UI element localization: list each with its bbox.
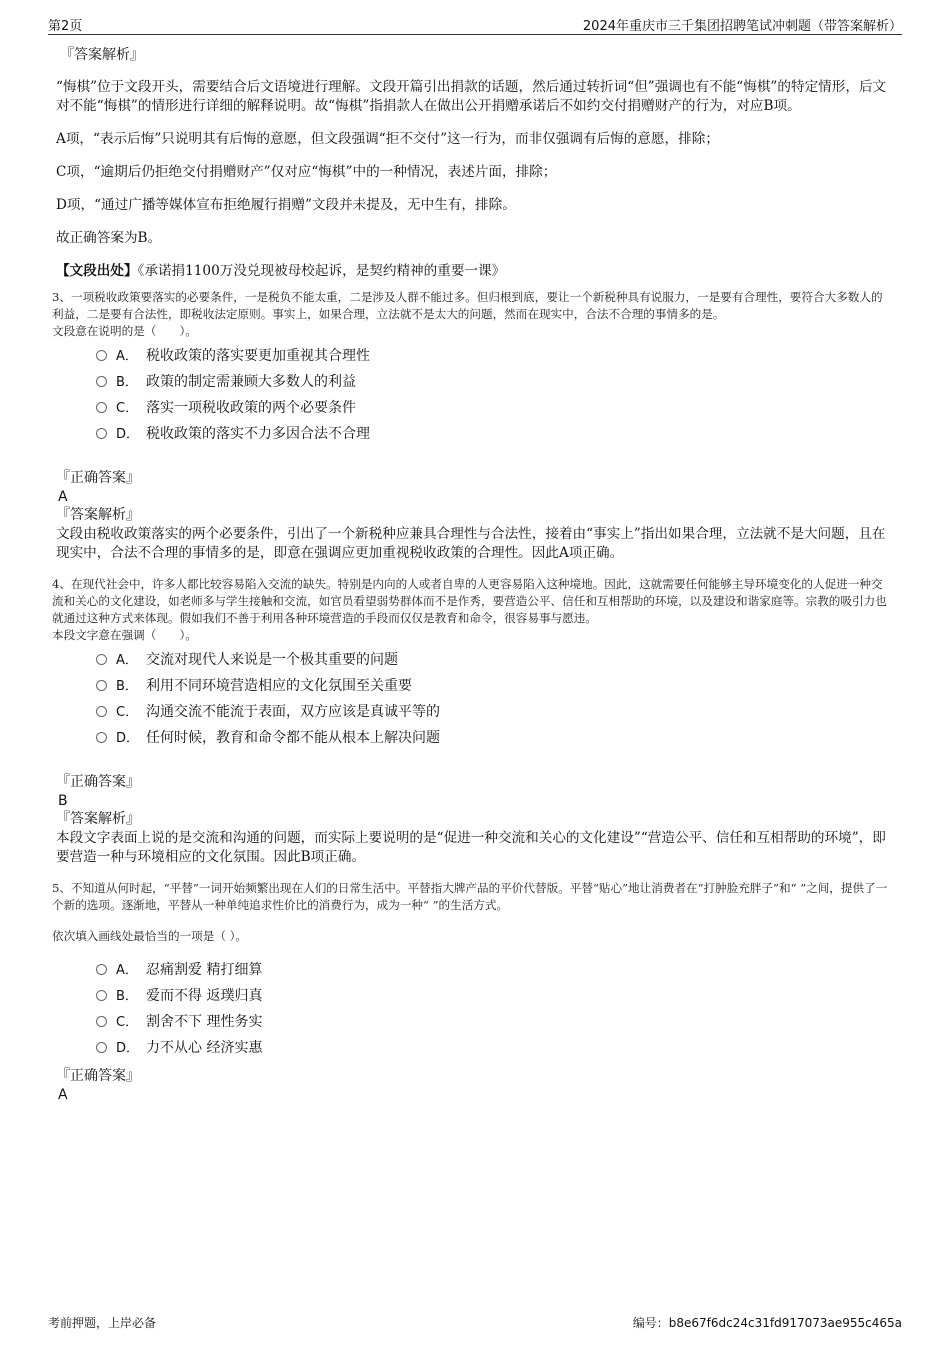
option-list xyxy=(96,343,892,447)
question-3 xyxy=(52,289,892,563)
correct-answer-label: 『正确答案』 xyxy=(56,1068,140,1084)
analysis-paragraph: “悔棋”位于文段开头，需要结合后文语境进行理解。文段开篇引出捐款的话题，然后通过转折词“但”强调也有不能“悔棋”的特定情形，后文对不能“悔棋”的情形进行详细的解释说明。故“悔棋”指捐款人在做出公开捐赠承诺后不如约交付捐赠财产的行为，对应B项。 xyxy=(56,79,887,114)
passage-source xyxy=(56,262,892,281)
source-label: 【文段出处】 xyxy=(56,263,138,279)
option-list xyxy=(96,957,892,1061)
question-text: 4、在现代社会中，许多人都比较容易陷入交流的缺失。特别是内向的人或者自卑的人更容易陷入这种境地。因此，这就需要任何能够主导环境变化的人促进一种交流和关心的文化建设，如老师多与学生接触和交流，如官员看望弱势群体而不是作秀，要营造公平、信任和互相帮助的环境，以及建设和谐家庭等。宗教的吸引力也就通过这种方式来体现。假如我们不善于利用各种环境营造的手段而仅仅是教育和命令，很容易事与愿违。 xyxy=(52,577,887,625)
option-d[interactable]: D． 税收政策的落实不力多因合法不合理 xyxy=(96,421,892,447)
analysis-paragraph: D项，“通过广播等媒体宣布拒绝履行捐赠”文段并未提及，无中生有，排除。 xyxy=(56,197,516,213)
radio-button-icon[interactable] xyxy=(96,402,107,413)
prev-answer-section xyxy=(56,46,892,281)
radio-button-icon[interactable] xyxy=(96,732,107,743)
footer-slogan: 考前押题，上岸必备 xyxy=(48,1316,157,1330)
correct-answer: A xyxy=(58,1087,68,1103)
option-d[interactable]: D． 力不从心 经济实惠 xyxy=(96,1035,892,1061)
radio-button-icon[interactable] xyxy=(96,1016,107,1027)
option-a[interactable]: A． 忍痛割爱 精打细算 xyxy=(96,957,892,983)
analysis-label: 『答案解析』 xyxy=(56,811,140,827)
analysis-paragraph: 故正确答案为B。 xyxy=(56,230,162,246)
page-footer xyxy=(48,1314,902,1332)
correct-answer: A xyxy=(58,489,68,505)
radio-button-icon[interactable] xyxy=(96,376,107,387)
option-b[interactable]: B． 爱而不得 返璞归真 xyxy=(96,983,892,1009)
question-prompt: 依次填入画线处最恰当的一项是（ ）。 xyxy=(52,929,247,943)
question-text: 3、一项税收政策要落实的必要条件，一是税负不能太重，二是涉及人群不能过多。但归根到底，要让一个新税种具有说服力，一是要有合理性，要符合大多数人的利益，二是要有合法性，即税收法定原则。事实上，如果合理，立法就不是太大的问题，然而在现实中，合法不合理的事情多的是。 xyxy=(52,290,883,321)
question-5 xyxy=(52,880,892,1104)
question-text: 5、不知道从何时起，“平替”一词开始频繁出现在人们的日常生活中。平替指大牌产品的平价代替版。平替“贴心”地让消费者在“打肿脸充胖子”和“ ”之间，提供了一个新的选项。逐渐地，平替从一种单纯追求性价比的消费行为，成为一种“ ”的生活方式。 xyxy=(52,881,888,912)
option-list xyxy=(96,647,892,751)
radio-button-icon[interactable] xyxy=(96,350,107,361)
radio-button-icon[interactable] xyxy=(96,964,107,975)
option-b[interactable]: B． 利用不同环境营造相应的文化氛围至关重要 xyxy=(96,673,892,699)
option-c[interactable]: C． 割舍不下 理性务实 xyxy=(96,1009,892,1035)
document-title: 2024年重庆市三千集团招聘笔试冲刺题（带答案解析） xyxy=(582,19,902,34)
radio-button-icon[interactable] xyxy=(96,990,107,1001)
radio-button-icon[interactable] xyxy=(96,654,107,665)
radio-button-icon[interactable] xyxy=(96,706,107,717)
option-a[interactable]: A． 交流对现代人来说是一个极其重要的问题 xyxy=(96,647,892,673)
option-a[interactable]: A． 税收政策的落实要更加重视其合理性 xyxy=(96,343,892,369)
question-4 xyxy=(52,576,892,867)
page-number: 第2页 xyxy=(48,19,83,34)
analysis-text: 文段由税收政策落实的两个必要条件，引出了一个新税种应兼具合理性与合法性，接着由“事实上”指出如果合理，立法就不是大问题，且在现实中，合法不合理的事情多的是，即意在强调应更加重视税收政策的合理性。因此A项正确。 xyxy=(56,526,886,561)
correct-answer-label: 『正确答案』 xyxy=(56,774,140,790)
radio-button-icon[interactable] xyxy=(96,680,107,691)
radio-button-icon[interactable] xyxy=(96,428,107,439)
document-id: 编号：b8e67f6dc24c31fd917073ae955c465a xyxy=(632,1316,902,1330)
analysis-label: 『答案解析』 xyxy=(60,47,144,63)
option-b[interactable]: B． 政策的制定需兼顾大多数人的利益 xyxy=(96,369,892,395)
analysis-paragraph: C项，“逾期后仍拒绝交付捐赠财产”仅对应“悔棋”中的一种情况，表述片面，排除； xyxy=(56,164,557,180)
analysis-text: 本段文字表面上说的是交流和沟通的问题，而实际上要说明的是“促进一种交流和关心的文化建设”“营造公平、信任和互相帮助的环境”，即要营造一种与环境相应的文化氛围。因此B项正确。 xyxy=(56,830,886,865)
source-text: 《承诺捐1100万没兑现被母校起诉，是契约精神的重要一课》 xyxy=(137,263,506,279)
option-c[interactable]: C． 落实一项税收政策的两个必要条件 xyxy=(96,395,892,421)
correct-answer-label: 『正确答案』 xyxy=(56,470,140,486)
option-d[interactable]: D． 任何时候，教育和命令都不能从根本上解决问题 xyxy=(96,725,892,751)
page-header xyxy=(48,14,902,35)
analysis-label: 『答案解析』 xyxy=(56,507,140,523)
question-prompt: 文段意在说明的是（ ）。 xyxy=(52,324,197,338)
option-c[interactable]: C． 沟通交流不能流于表面，双方应该是真诚平等的 xyxy=(96,699,892,725)
radio-button-icon[interactable] xyxy=(96,1042,107,1053)
analysis-paragraph: A项，“表示后悔”只说明其有后悔的意愿，但文段强调“拒不交付”这一行为，而非仅强调有后悔的意愿，排除； xyxy=(56,131,719,147)
page-content xyxy=(52,46,892,1104)
correct-answer: B xyxy=(58,793,68,809)
question-prompt: 本段文字意在强调（ ）。 xyxy=(52,628,197,642)
